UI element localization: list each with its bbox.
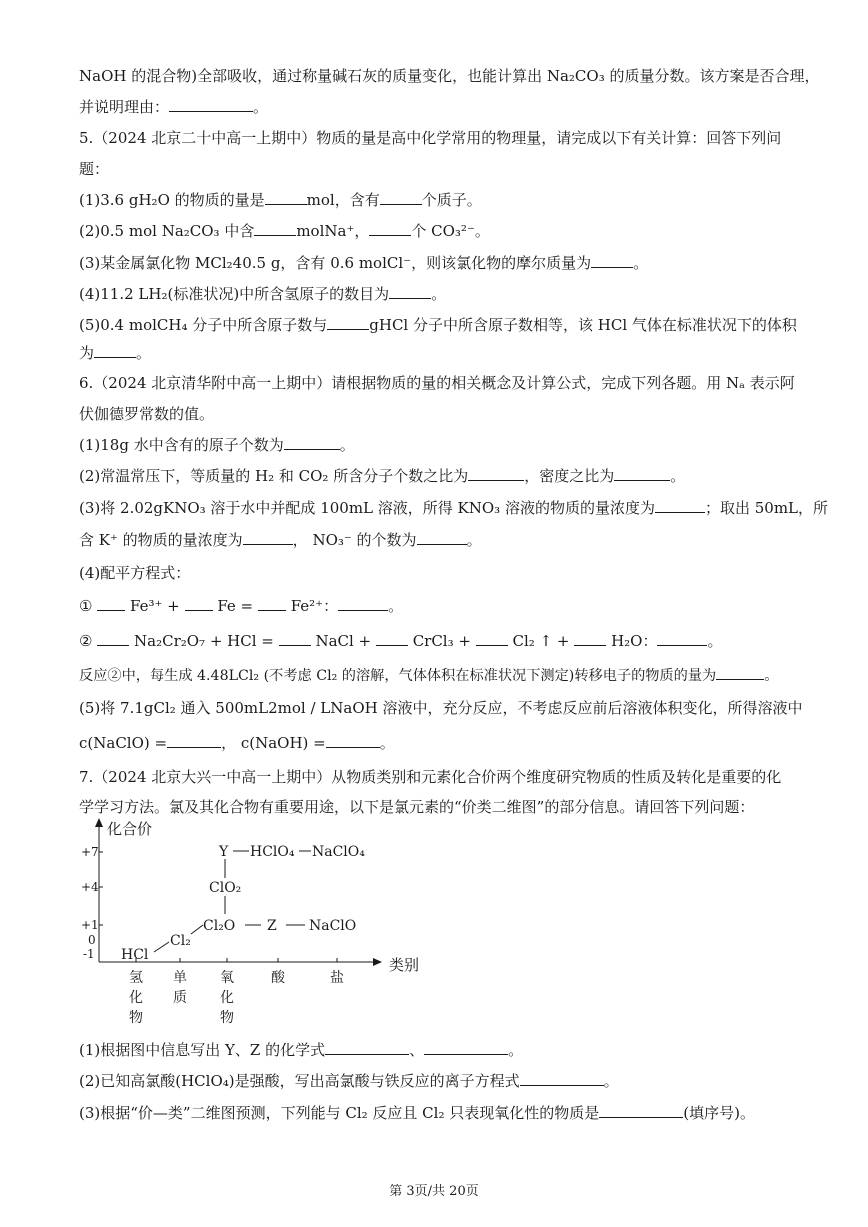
answer-blank[interactable] <box>284 435 340 450</box>
answer-blank[interactable] <box>599 1103 683 1118</box>
text-line <box>79 284 808 304</box>
answer-blank[interactable] <box>338 596 388 611</box>
text-line <box>79 343 808 363</box>
x-category-char: 质 <box>173 990 187 1006</box>
answer-blank[interactable] <box>716 665 764 680</box>
y-tick-label: -1 <box>83 947 95 961</box>
text-span: (1)根据图中信息写出 Y、Z 的化学式 <box>79 1041 326 1059</box>
text-line <box>79 1071 808 1091</box>
x-category-label: 盐 <box>330 970 344 986</box>
text-line <box>79 530 808 550</box>
text-line <box>79 190 808 210</box>
answer-blank[interactable] <box>476 631 508 646</box>
text-span: NaCl + <box>315 632 372 650</box>
text-span: (3)根据“价—类”二维图预测，下列能与 Cl₂ 反应且 Cl₂ 只表现氧化性的物质是 <box>79 1104 600 1122</box>
question-6-stem <box>79 373 808 393</box>
species-y: Y <box>219 844 229 860</box>
text-span: (2)0.5 mol Na₂CO₃ 中含 <box>79 222 255 240</box>
text-span: (3)将 2.02gKNO₃ 溶于水中并配成 100mL 溶液，所得 KNO₃ 溶液的物质的量浓度为 <box>79 499 655 517</box>
text-span: (2)常温常压下，等质量的 H₂ 和 CO₂ 所含分子个数之比为 <box>79 467 469 485</box>
text-span: 。 <box>136 344 152 362</box>
text-span: (1)18g 水中含有的原子个数为 <box>79 436 284 454</box>
answer-blank[interactable] <box>389 284 431 299</box>
text-span: (4)11.2 LH₂(标准状况)中所含氢原子的数目为 <box>79 285 390 303</box>
text-span: (填序号)。 <box>683 1104 755 1122</box>
text-span: molNa⁺， <box>296 222 370 240</box>
text-span: gHCl 分子中所含原子数相等，该 HCl 气体在标准状况下的体积 <box>369 316 797 334</box>
text-span: 。 <box>764 668 779 684</box>
text-span: 。 <box>379 734 395 752</box>
text-span: Fe²⁺： <box>290 597 339 615</box>
y-tick-label: +1 <box>81 918 99 932</box>
text-span: 6.（2024 北京清华附中高一上期中）请根据物质的量的相关概念及计算公式，完成下列各题。用 Nₐ 表示阿 <box>79 374 795 392</box>
answer-blank[interactable] <box>325 1040 409 1055</box>
x-axis-title: 类别 <box>389 956 420 974</box>
equation-2 <box>79 631 808 651</box>
text-line <box>79 1040 808 1060</box>
text-span: (1)3.6 gH₂O 的物质的量是 <box>79 191 265 209</box>
x-category-char: 化 <box>220 990 234 1006</box>
text-span: 含 K⁺ 的物质的量浓度为 <box>79 531 243 549</box>
text-span: ② <box>79 632 93 650</box>
page-footer: 第 3页/共 20页 <box>389 1184 479 1199</box>
text-span: 反应②中，每生成 4.48LCl₂ (不考虑 Cl₂ 的溶解，气体体积在标准状况下测定)转移电子的物质的量为 <box>79 668 717 684</box>
text-span: ， NO₃⁻ 的个数为 <box>292 531 417 549</box>
text-span: (3)某金属氯化物 MCl₂40.5 g，含有 0.6 molCl⁻，则该氯化物的摩尔质量为 <box>79 254 592 272</box>
answer-blank[interactable] <box>369 221 411 236</box>
answer-blank[interactable] <box>279 631 311 646</box>
x-category-label: 酸 <box>271 970 285 986</box>
text-line <box>79 159 808 179</box>
answer-blank[interactable] <box>380 190 422 205</box>
answer-blank[interactable] <box>424 1040 508 1055</box>
text-span: 7.（2024 北京大兴一中高一上期中）从物质类别和元素化合价两个维度研究物质的性质及转化是重要的化 <box>79 768 782 786</box>
text-span: 、 <box>409 1041 425 1059</box>
y-tick-label: +4 <box>81 880 99 894</box>
text-span: ， c(NaOH) = <box>221 734 326 752</box>
x-category-label <box>129 970 143 1026</box>
text-span: Cl₂ ↑ + <box>512 632 570 650</box>
link-line <box>154 942 169 952</box>
text-span: c(NaClO) = <box>79 734 168 752</box>
text-span: ；取出 50mL，所 <box>704 499 829 517</box>
answer-blank[interactable] <box>417 530 467 545</box>
text-span: 个 CO₃²⁻。 <box>411 222 490 240</box>
x-axis-arrow <box>373 958 382 966</box>
text-span: 。 <box>633 254 649 272</box>
text-line <box>79 733 808 753</box>
text-line <box>79 66 820 86</box>
question-5-stem <box>79 128 808 148</box>
text-span: 伏伽德罗常数的值。 <box>79 405 215 423</box>
text-line <box>79 253 808 273</box>
text-line <box>79 466 808 486</box>
text-span: 。 <box>603 1072 619 1090</box>
text-line <box>79 404 808 424</box>
text-span: 。 <box>508 1041 524 1059</box>
answer-blank[interactable] <box>614 466 670 481</box>
answer-blank[interactable] <box>167 733 221 748</box>
text-line <box>79 1103 808 1123</box>
species-naclo: NaClO <box>309 918 357 934</box>
text-span: (2)已知高氯酸(HClO₄)是强酸，写出高氯酸与铁反应的离子方程式 <box>79 1072 520 1090</box>
text-line <box>79 563 808 583</box>
answer-blank[interactable] <box>326 733 380 748</box>
text-span: ① <box>79 597 93 615</box>
x-category-char: 物 <box>220 1010 234 1026</box>
species-hclo4: HClO₄ <box>250 844 295 860</box>
x-category-label <box>220 970 234 1026</box>
text-span: 。 <box>388 597 404 615</box>
x-category-char: 化 <box>129 990 143 1006</box>
x-category-char: 氢 <box>129 970 143 986</box>
text-line <box>79 221 808 241</box>
species-cl2: Cl₂ <box>170 933 191 949</box>
text-span: 。 <box>670 467 686 485</box>
text-span: 题： <box>79 160 110 178</box>
text-span: NaOH 的混合物)全部吸收，通过称量碱石灰的质量变化，也能计算出 Na₂CO₃ 的质量分数。该方案是否合理， <box>79 67 820 85</box>
text-span: 并说明理由： <box>79 98 170 116</box>
y-tick-label: 0 <box>88 933 96 947</box>
text-span: 5.（2024 北京二十中高一上期中）物质的量是高中化学常用的物理量，请完成以下有关计算：回答下列问 <box>79 129 782 147</box>
y-axis-arrow <box>95 818 103 827</box>
text-span: (5)0.4 molCH₄ 分子中所含原子数与 <box>79 316 328 334</box>
text-span: 为 <box>79 344 95 362</box>
text-span: CrCl₃ + <box>412 632 471 650</box>
answer-blank[interactable] <box>258 596 286 611</box>
species-clo2: ClO₂ <box>209 880 242 896</box>
text-span: H₂O： <box>611 632 658 650</box>
answer-blank[interactable] <box>254 221 296 236</box>
x-category-char: 单 <box>173 970 187 986</box>
answer-blank[interactable] <box>657 631 707 646</box>
text-span: Fe³⁺ + <box>130 597 180 615</box>
text-span: mol，含有 <box>306 191 380 209</box>
text-span: 个质子。 <box>421 191 482 209</box>
answer-blank[interactable] <box>97 596 125 611</box>
text-span: (5)将 7.1gCl₂ 通入 500mL2mol / LNaOH 溶液中，充分反应，不考虑反应前后溶液体积变化，所得溶液中 <box>79 699 803 717</box>
species-cl2o: Cl₂O <box>203 918 236 934</box>
text-span: 。 <box>339 436 355 454</box>
answer-blank[interactable] <box>591 253 633 268</box>
text-line <box>79 698 808 718</box>
answer-blank[interactable] <box>376 631 408 646</box>
answer-blank[interactable] <box>468 466 524 481</box>
answer-blank[interactable] <box>520 1071 604 1086</box>
y-tick-label: +7 <box>81 845 99 859</box>
text-line <box>79 665 808 686</box>
answer-blank[interactable] <box>243 530 293 545</box>
x-category-char: 物 <box>129 1010 143 1026</box>
text-span: 。 <box>431 285 447 303</box>
y-axis-title: 化合价 <box>107 820 153 838</box>
text-span: Na₂Cr₂O₇ + HCl = <box>134 632 274 650</box>
species-hcl: HCl <box>121 947 149 963</box>
answer-blank[interactable] <box>97 631 129 646</box>
text-span: (4)配平方程式： <box>79 564 191 582</box>
answer-blank[interactable] <box>94 343 136 358</box>
answer-blank[interactable] <box>169 97 253 112</box>
text-span: Fe = <box>217 597 254 615</box>
x-category-label <box>173 970 187 1006</box>
text-span: 学学习方法。氯及其化合物有重要用途，以下是氯元素的“价类二维图”的部分信息。请回答下列问题： <box>79 798 755 816</box>
equation-1 <box>79 596 808 616</box>
question-7-stem <box>79 767 808 787</box>
text-line <box>79 435 808 455</box>
text-line <box>79 315 808 335</box>
answer-blank[interactable] <box>265 190 307 205</box>
text-line <box>79 498 829 518</box>
species-naclo4: NaClO₄ <box>312 844 365 860</box>
x-category-char: 氧 <box>220 970 234 986</box>
answer-blank[interactable] <box>574 631 606 646</box>
link-line <box>191 925 203 934</box>
valence-class-diagram <box>79 812 420 1032</box>
text-span: ，密度之比为 <box>524 467 615 485</box>
text-span: 。 <box>707 632 723 650</box>
species-z: Z <box>267 918 277 934</box>
answer-blank[interactable] <box>655 498 705 513</box>
answer-blank[interactable] <box>327 315 369 330</box>
text-span: 。 <box>466 531 482 549</box>
answer-blank[interactable] <box>185 596 213 611</box>
text-line <box>79 97 808 117</box>
text-span: 。 <box>253 98 269 116</box>
